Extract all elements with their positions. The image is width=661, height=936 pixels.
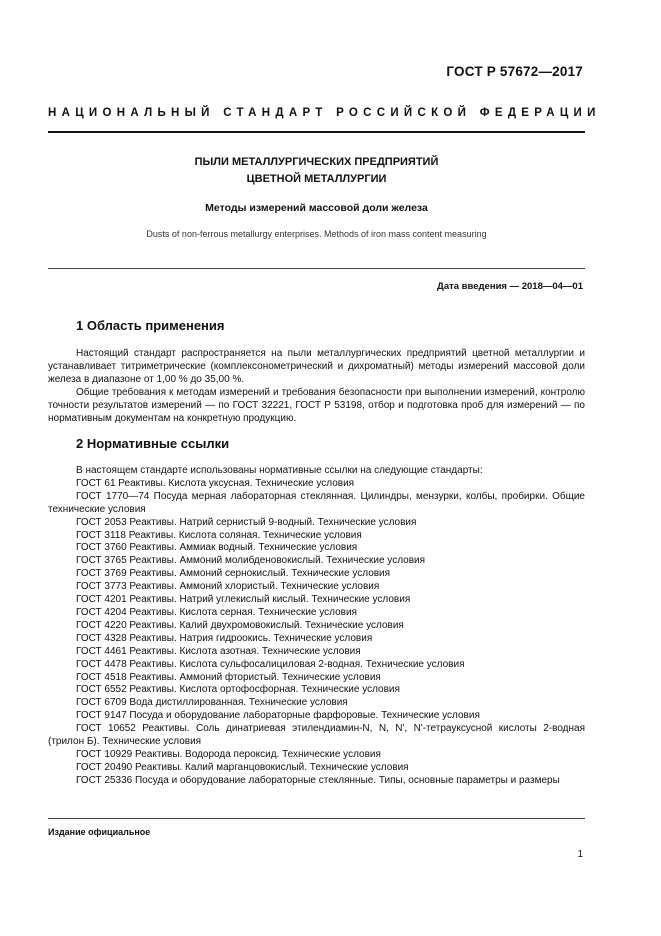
- page-number: 1: [577, 849, 583, 860]
- reference-item: ГОСТ 3773 Реактивы. Аммоний хлористый. Технические условия: [76, 581, 380, 593]
- document-title: [48, 154, 585, 188]
- reference-item: ГОСТ 1770—74 Посуда мерная лабораторная стеклянная. Цилиндры, мензурки, колбы, пробирки. Общие технические условия: [48, 490, 585, 515]
- reference-item: ГОСТ 4518 Реактивы. Аммоний фтористый. Технические условия: [76, 671, 381, 683]
- reference-item: ГОСТ 3765 Реактивы. Аммоний молибденовокислый. Технические условия: [76, 555, 426, 567]
- reference-item: ГОСТ 4478 Реактивы. Кислота сульфосалициловая 2-водная. Технические условия: [76, 658, 465, 670]
- reference-item: ГОСТ 4204 Реактивы. Кислота серная. Технические условия: [76, 606, 357, 618]
- reference-item: ГОСТ 3769 Реактивы. Аммоний сернокислый. Технические условия: [76, 568, 391, 580]
- section-1-heading: 1 Область применения: [76, 318, 225, 333]
- document-subtitle: Методы измерений массовой доли железа: [205, 202, 428, 214]
- reference-item: ГОСТ 4201 Реактивы. Натрий углекислый кислый. Технические условия: [76, 594, 411, 606]
- section-2-heading: 2 Нормативные ссылки: [76, 436, 230, 451]
- header-divider: [48, 131, 585, 133]
- reference-item: ГОСТ 6709 Вода дистиллированная. Технические условия: [76, 697, 348, 709]
- english-title: Dusts of non-ferrous metallurgy enterprises. Methods of iron mass content measuring: [146, 229, 487, 239]
- national-standard-banner: НАЦИОНАЛЬНЫЙ СТАНДАРТ РОССИЙСКОЙ ФЕДЕРАЦИИ: [48, 107, 601, 119]
- reference-item: ГОСТ 4461 Реактивы. Кислота азотная. Технические условия: [76, 645, 361, 657]
- reference-item: ГОСТ 10929 Реактивы. Водорода пероксид. Технические условия: [76, 748, 381, 760]
- reference-item: ГОСТ 3118 Реактивы. Кислота соляная. Технические условия: [76, 529, 362, 541]
- title-divider: [48, 268, 585, 269]
- document-number: ГОСТ Р 57672—2017: [446, 64, 583, 79]
- reference-item: ГОСТ 4328 Реактивы. Натрия гидроокись. Технические условия: [76, 632, 373, 644]
- introduction-date: Дата введения — 2018—04—01: [437, 281, 583, 292]
- reference-item: ГОСТ 3760 Реактивы. Аммиак водный. Технические условия: [76, 542, 358, 554]
- title-line-1: ПЫЛИ МЕТАЛЛУРГИЧЕСКИХ ПРЕДПРИЯТИЙ: [194, 156, 439, 168]
- reference-item: ГОСТ 4220 Реактивы. Калий двухромовокислый. Технические условия: [76, 619, 404, 631]
- reference-item: ГОСТ 61 Реактивы. Кислота уксусная. Технические условия: [76, 477, 355, 489]
- reference-item: ГОСТ 9147 Посуда и оборудование лабораторные фарфоровые. Технические условия: [76, 710, 480, 722]
- title-line-2: ЦВЕТНОЙ МЕТАЛЛУРГИИ: [246, 173, 387, 185]
- reference-item: ГОСТ 25336 Посуда и оборудование лабораторные стеклянные. Типы, основные параметры и размеры: [76, 774, 560, 786]
- official-edition-label: Издание официальное: [48, 827, 151, 837]
- section-1-paragraph-1: Настоящий стандарт распространяется на пыли металлургических предприятий цветной металлургии и устанавливает титриметрические (комплексонометрический и дихроматный) методы измерений массовой доли железа в диапазоне от 1,00 % до 35,00 %.: [48, 348, 585, 385]
- reference-item: ГОСТ 10652 Реактивы. Соль динатриевая этилендиамин-N, N, N', N'-тетрауксусной кислоты 2-водная (трилон Б). Технические условия: [48, 723, 585, 748]
- reference-item: ГОСТ 6552 Реактивы. Кислота ортофосфорная. Технические условия: [76, 684, 400, 696]
- references-intro: В настоящем стандарте использованы нормативные ссылки на следующие стандарты:: [76, 465, 483, 476]
- normative-references-list: [48, 465, 585, 788]
- reference-item: ГОСТ 20490 Реактивы. Калий марганцовокислый. Технические условия: [76, 761, 409, 773]
- reference-item: ГОСТ 2053 Реактивы. Натрий сернистый 9-водный. Технические условия: [76, 516, 417, 528]
- section-1-paragraph-2: Общие требования к методам измерений и требования безопасности при выполнении измерений, контролю точности результатов измерений — по ГОСТ 32221, ГОСТ Р 53198, отбор и подготовка проб для измерений — по нормативным документам на конкретную продукцию.: [48, 387, 585, 424]
- footer-divider: [48, 818, 585, 819]
